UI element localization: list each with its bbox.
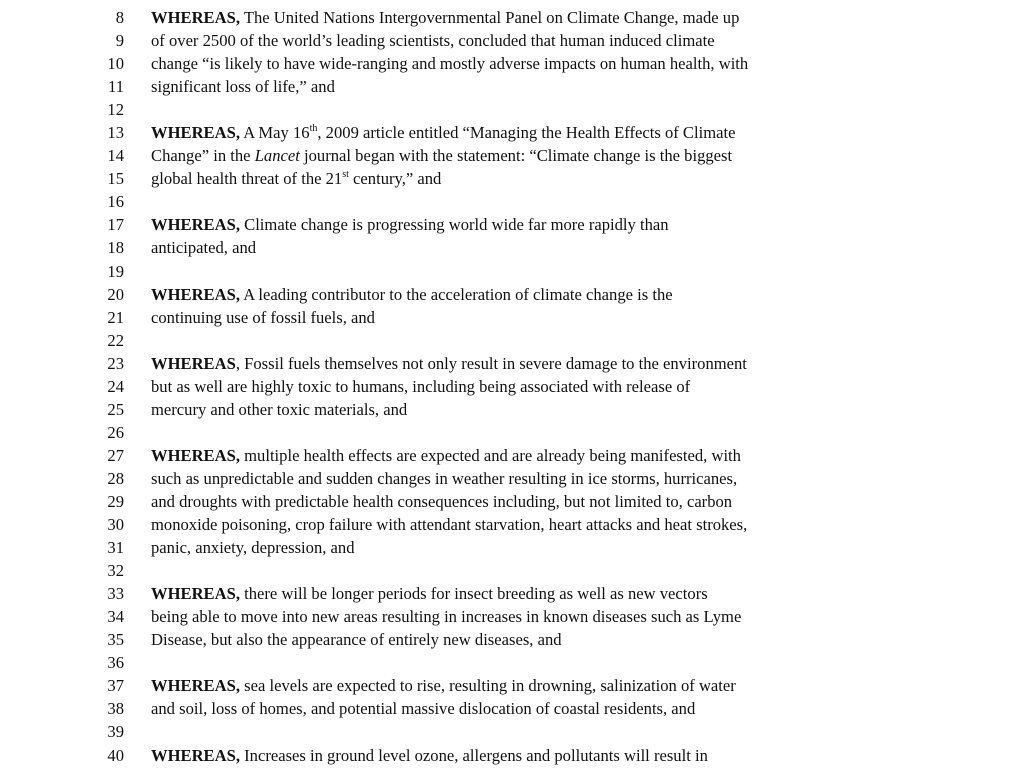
line-text <box>151 444 741 467</box>
superscript-text: th <box>309 122 318 134</box>
line-number: 34 <box>107 607 124 627</box>
line-number: 39 <box>107 722 124 742</box>
text-segment: mercury and other toxic materials, and <box>151 399 408 419</box>
text-segment: A May 16 <box>239 123 310 143</box>
text-segment: continuing use of fossil fuels, and <box>151 307 375 327</box>
text-segment: but as well are highly toxic to humans, including being associated with release of <box>151 376 691 396</box>
line-number: 32 <box>107 561 124 581</box>
line-text <box>151 29 715 52</box>
line-text <box>151 213 669 236</box>
whereas-keyword: WHEREAS, <box>151 8 240 27</box>
text-segment: being able to move into new areas resulting in increases in known diseases such as Lyme <box>151 607 742 627</box>
document-line <box>0 75 1024 98</box>
document-line <box>0 213 1024 236</box>
document-line <box>0 167 1024 190</box>
text-segment: Increases in ground level ozone, allergens and pollutants will result in <box>239 745 708 765</box>
line-text <box>151 75 335 98</box>
line-number: 40 <box>107 745 124 765</box>
document-line <box>0 121 1024 144</box>
line-number: 10 <box>107 54 124 74</box>
text-segment: The United Nations Intergovernmental Panel on Climate Change, made up <box>239 8 740 27</box>
document-line <box>0 190 1024 213</box>
line-text <box>151 536 355 559</box>
line-number: 19 <box>107 261 124 281</box>
document-line <box>0 283 1024 306</box>
whereas-keyword: WHEREAS, <box>151 215 240 235</box>
line-number: 37 <box>107 676 124 696</box>
text-segment: global health threat of the 21 <box>151 169 343 189</box>
text-segment: monoxide poisoning, crop failure with attendant starvation, heart attacks and heat strokes, <box>151 515 748 535</box>
line-number: 22 <box>107 330 124 350</box>
text-segment: sea levels are expected to rise, resulting in drowning, salinization of water <box>239 676 736 696</box>
line-text <box>151 121 735 144</box>
document-line <box>0 52 1024 75</box>
whereas-keyword: WHEREAS <box>151 353 236 373</box>
line-number: 8 <box>115 8 124 27</box>
line-number: 16 <box>107 192 124 212</box>
text-segment: multiple health effects are expected and are already being manifested, with <box>239 445 741 465</box>
line-text <box>151 490 732 513</box>
line-text <box>151 144 732 167</box>
line-number: 30 <box>107 515 124 535</box>
document-line <box>0 144 1024 167</box>
text-segment: change “is likely to have wide-ranging and mostly adverse impacts on human health, with <box>151 54 749 74</box>
line-text <box>151 467 737 490</box>
line-number: 17 <box>107 215 124 235</box>
line-number: 15 <box>107 169 124 189</box>
journal-title: Lancet <box>254 146 300 166</box>
line-text <box>151 375 690 398</box>
line-text <box>151 167 441 190</box>
line-number: 23 <box>107 353 124 373</box>
document-line <box>0 628 1024 651</box>
document-line <box>0 352 1024 375</box>
document-line <box>0 306 1024 329</box>
line-number: 36 <box>107 653 124 673</box>
document-line <box>0 398 1024 421</box>
line-text <box>151 674 736 697</box>
line-text <box>151 6 739 29</box>
text-segment: there will be longer periods for insect breeding as well as new vectors <box>239 584 708 604</box>
document-line <box>0 536 1024 559</box>
line-number: 9 <box>115 31 124 51</box>
line-text <box>151 697 695 720</box>
whereas-keyword: WHEREAS, <box>151 584 240 604</box>
whereas-keyword: WHEREAS, <box>151 123 240 143</box>
line-number: 33 <box>107 584 124 604</box>
line-number: 26 <box>107 422 124 442</box>
line-number: 21 <box>107 307 124 327</box>
line-number: 38 <box>107 699 124 719</box>
document-line <box>0 6 1024 29</box>
line-number: 27 <box>107 445 124 465</box>
whereas-keyword: WHEREAS, <box>151 284 240 304</box>
line-text <box>151 236 256 259</box>
line-text <box>151 306 375 329</box>
text-segment: Disease, but also the appearance of entirely new diseases, and <box>151 630 562 650</box>
text-segment: century,” and <box>348 169 442 189</box>
document-line <box>0 467 1024 490</box>
line-text <box>151 52 748 75</box>
text-segment: such as unpredictable and sudden changes in weather resulting in ice storms, hurricanes, <box>151 468 738 488</box>
text-segment: journal began with the statement: “Climate change is the biggest <box>299 146 733 166</box>
document-line <box>0 444 1024 467</box>
text-segment: significant loss of life,” and <box>151 77 335 97</box>
text-segment: of over 2500 of the world’s leading scientists, concluded that human induced climate <box>151 31 715 51</box>
text-segment: and soil, loss of homes, and potential massive dislocation of coastal residents, and <box>151 699 696 719</box>
text-segment: , 2009 article entitled “Managing the Health Effects of Climate <box>317 123 736 143</box>
line-text <box>151 283 673 306</box>
line-number: 24 <box>107 376 124 396</box>
document-line <box>0 98 1024 121</box>
whereas-keyword: WHEREAS, <box>151 676 240 696</box>
document-line <box>0 329 1024 352</box>
document-line <box>0 260 1024 283</box>
line-text <box>151 398 407 421</box>
line-number: 14 <box>107 146 124 166</box>
text-segment: , Fossil fuels themselves not only result in severe damage to the environment <box>235 353 747 373</box>
text-segment: Climate change is progressing world wide far more rapidly than <box>239 215 669 235</box>
text-segment: anticipated, and <box>151 238 257 258</box>
resolution-text-body <box>0 6 1024 767</box>
text-segment: panic, anxiety, depression, and <box>151 538 355 558</box>
document-line <box>0 236 1024 259</box>
line-text <box>151 744 708 767</box>
text-segment: and droughts with predictable health consequences including, but not limited to, carbon <box>151 491 733 511</box>
line-number: 20 <box>107 284 124 304</box>
document-line <box>0 29 1024 52</box>
document-line <box>0 582 1024 605</box>
document-line <box>0 674 1024 697</box>
line-number: 28 <box>107 468 124 488</box>
document-line <box>0 651 1024 674</box>
document-line <box>0 605 1024 628</box>
line-number: 29 <box>107 491 124 511</box>
document-line <box>0 421 1024 444</box>
line-text <box>151 582 708 605</box>
line-text <box>151 605 741 628</box>
line-number: 12 <box>107 100 124 120</box>
line-text <box>151 513 747 536</box>
superscript-text: st <box>342 168 349 180</box>
line-number: 25 <box>107 399 124 419</box>
line-number: 11 <box>108 77 124 97</box>
line-number: 13 <box>107 123 124 143</box>
line-text <box>151 628 562 651</box>
document-line <box>0 697 1024 720</box>
line-number: 31 <box>107 538 124 558</box>
text-segment: Change” in the <box>151 146 255 166</box>
text-segment: A leading contributor to the acceleration of climate change is the <box>239 284 673 304</box>
line-text <box>151 352 747 375</box>
document-line <box>0 375 1024 398</box>
line-number: 35 <box>107 630 124 650</box>
whereas-keyword: WHEREAS, <box>151 445 240 465</box>
whereas-keyword: WHEREAS, <box>151 745 240 765</box>
document-line <box>0 744 1024 767</box>
line-number: 18 <box>107 238 124 258</box>
document-line <box>0 513 1024 536</box>
document-line <box>0 559 1024 582</box>
document-line <box>0 720 1024 743</box>
document-line <box>0 490 1024 513</box>
